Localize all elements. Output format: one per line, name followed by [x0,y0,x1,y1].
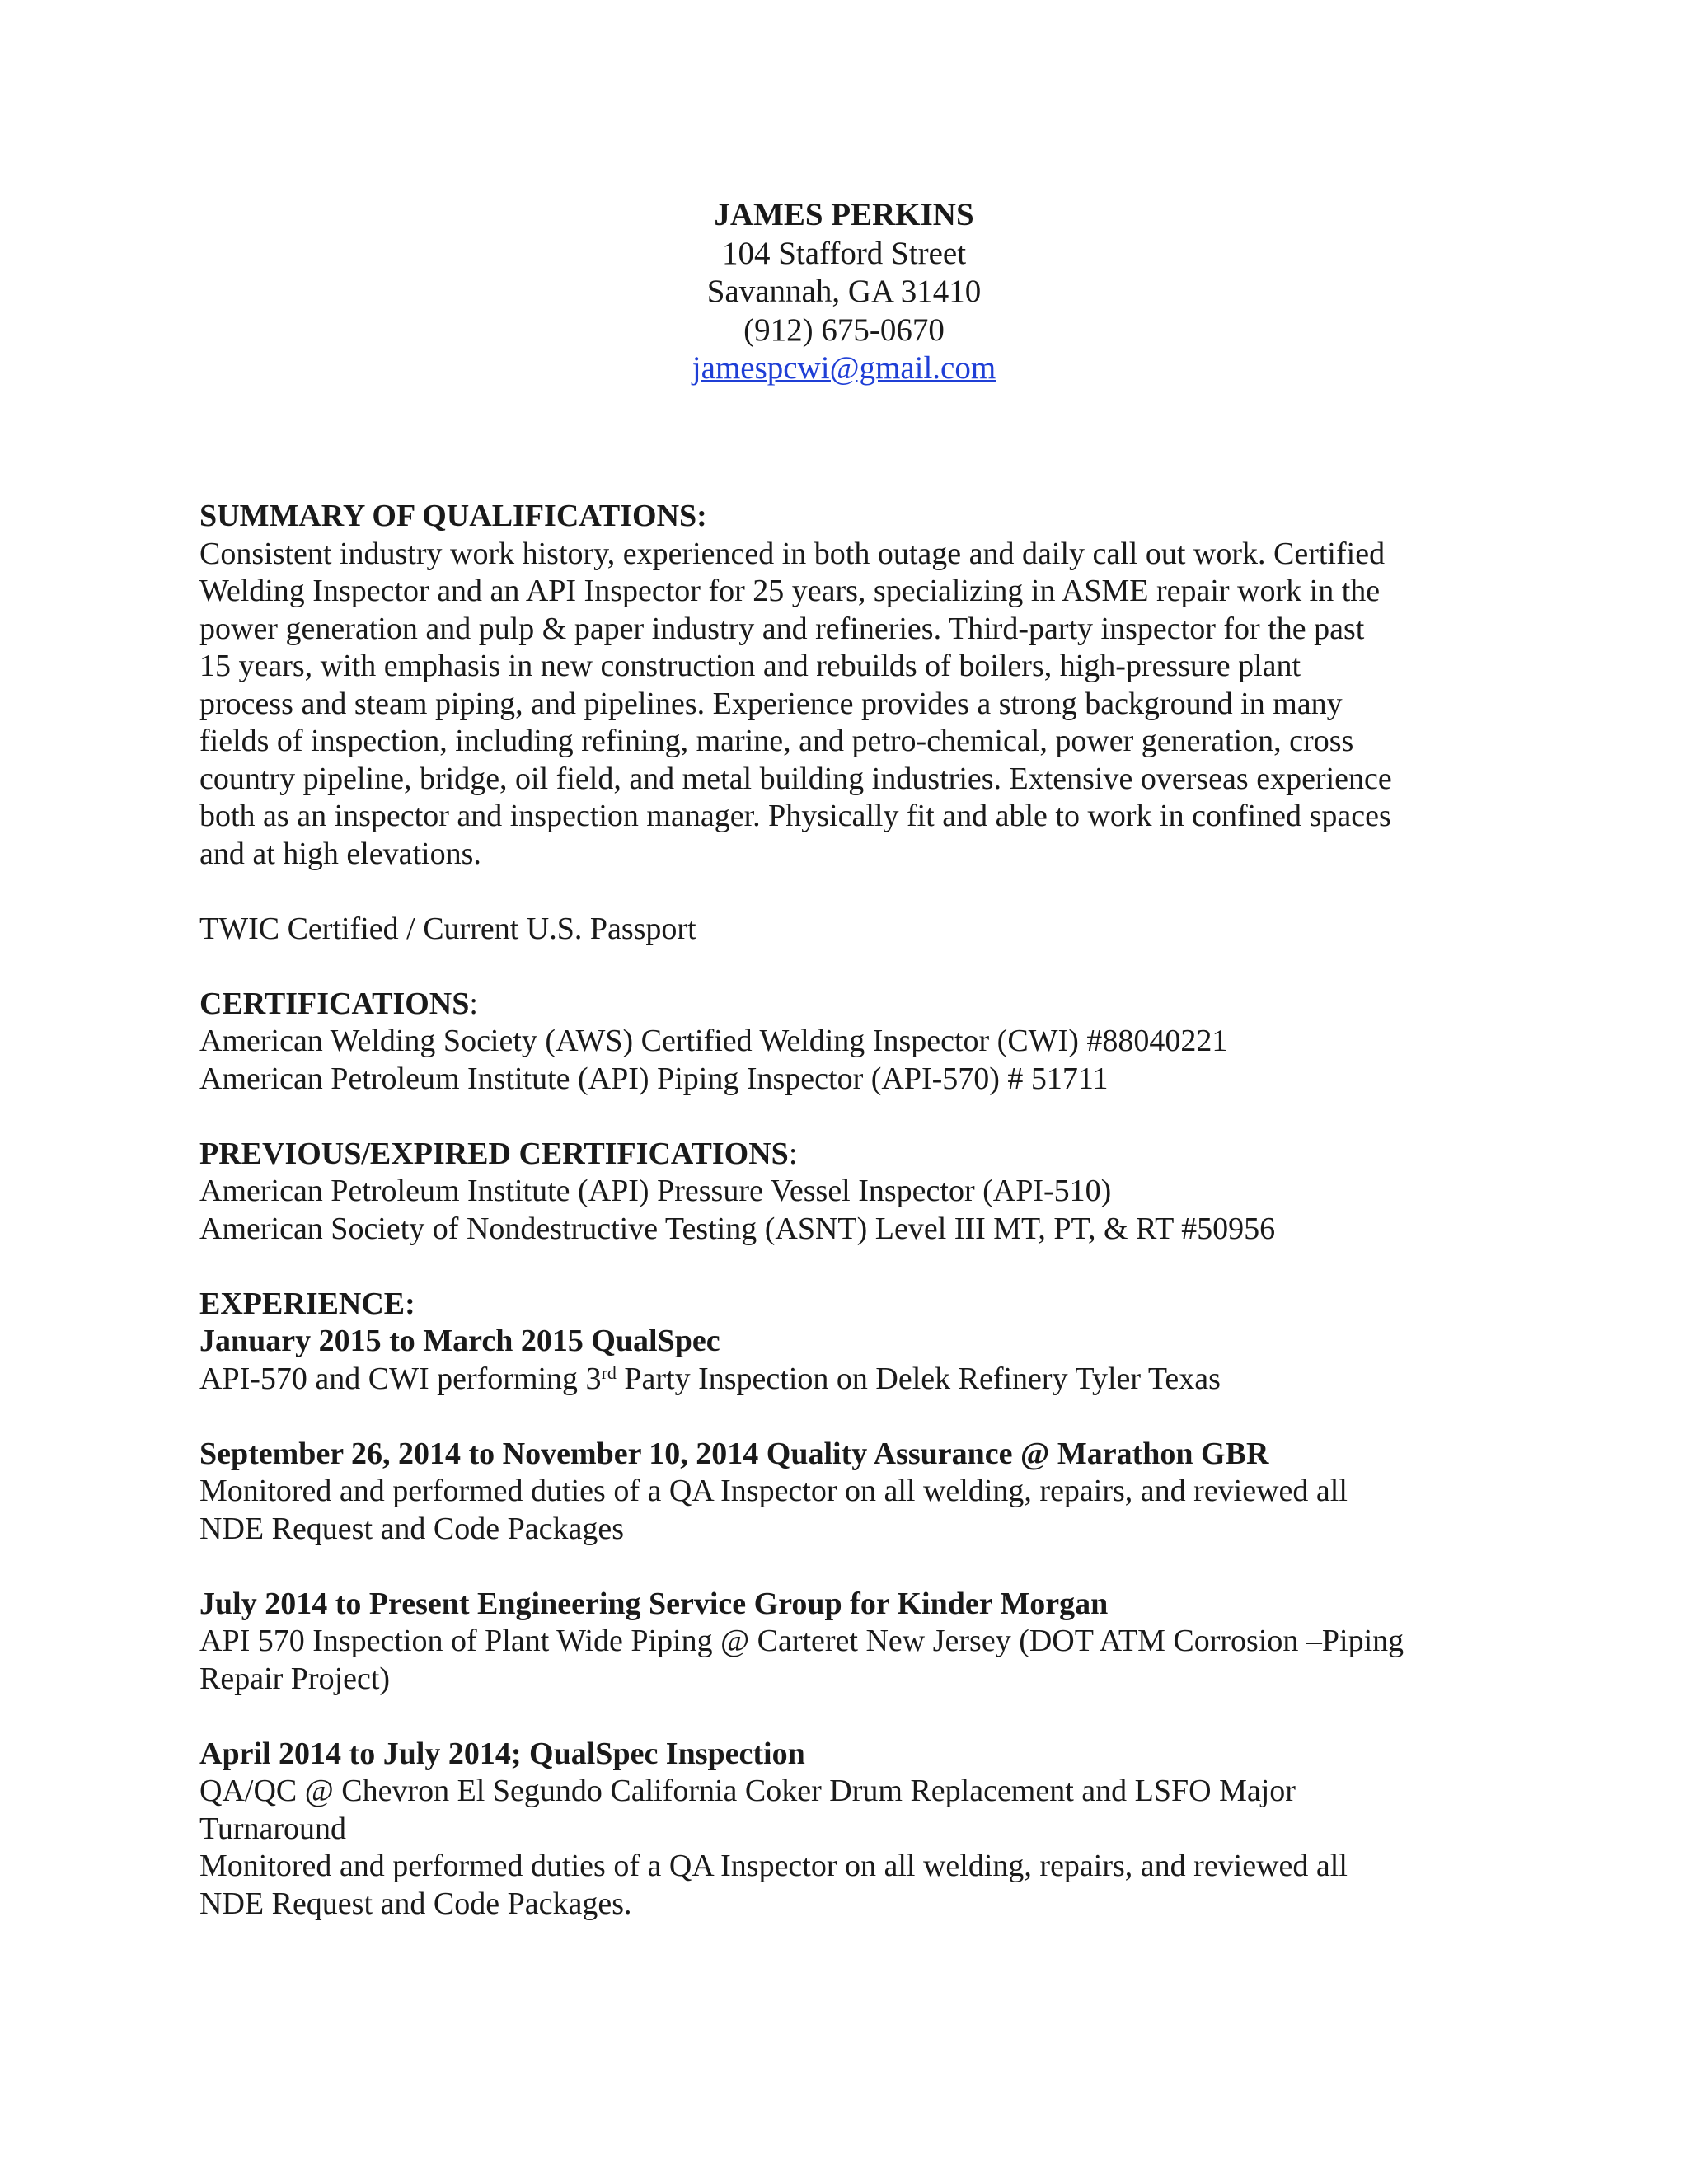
job-description-line: Monitored and performed duties of a QA Inspector on all welding, repairs, and reviewed all [199,1474,1348,1508]
resume-body [199,498,1502,1923]
experience-heading: EXPERIENCE: [199,1286,415,1321]
previous-certifications-colon: : [788,1136,798,1171]
summary-paragraph [199,536,1502,874]
summary-line: process and steam piping, and pipelines. Experience provides a strong background in many [199,686,1343,721]
summary-line: Consistent industry work history, experienced in both outage and daily call out work. Certified [199,536,1386,571]
job-description-line: QA/QC @ Chevron El Segundo California Coker Drum Replacement and LSFO Major [199,1774,1296,1808]
city-state-zip: Savannah, GA 31410 [706,274,982,309]
job-description [199,1361,1502,1399]
certifications-colon: : [469,986,478,1021]
job-description-line: NDE Request and Code Packages. [199,1886,632,1921]
previous-certifications-heading-row [199,1136,1502,1174]
candidate-name: JAMES PERKINS [714,197,974,232]
certification-item: American Welding Society (AWS) Certified Welding Inspector (CWI) #88040221 [199,1024,1228,1058]
job-title: July 2014 to Present Engineering Service Group for Kinder Morgan [199,1586,1109,1621]
certification-item: American Petroleum Institute (API) Piping Inspector (API-570) # 51711 [199,1061,1109,1096]
email-link[interactable]: jamespcwi@gmail.com [692,350,996,386]
job-title: January 2015 to March 2015 QualSpec [199,1324,720,1358]
summary-line: power generation and pulp & paper industry and refineries. Third-party inspector for the past [199,611,1365,646]
summary-line: Welding Inspector and an API Inspector for 25 years, specializing in ASME repair work in the [199,574,1381,608]
contact-header [0,196,1688,388]
summary-line: fields of inspection, including refining, marine, and petro-chemical, power generation, cross [199,724,1354,758]
phone-number: (912) 675-0670 [743,312,945,348]
summary-line: and at high elevations. [199,836,481,871]
job-title: September 26, 2014 to November 10, 2014 Quality Assurance @ Marathon GBR [199,1436,1269,1471]
job-entry [199,1586,1502,1699]
previous-certification-item: American Petroleum Institute (API) Pressure Vessel Inspector (API-510) [199,1174,1112,1208]
job-title: April 2014 to July 2014; QualSpec Inspection [199,1736,805,1771]
twic-passport-line: TWIC Certified / Current U.S. Passport [199,911,696,946]
summary-line: 15 years, with emphasis in new construction and rebuilds of boilers, high-pressure plant [199,649,1301,683]
previous-certification-item: American Society of Nondestructive Testing (ASNT) Level III MT, PT, & RT #50956 [199,1211,1276,1246]
summary-line: country pipeline, bridge, oil field, and metal building industries. Extensive overseas experience [199,761,1392,796]
job-desc-text: Party Inspection on Delek Refinery Tyler Texas [616,1361,1221,1396]
job-desc-text: API-570 and CWI performing 3 [199,1361,602,1396]
summary-line: both as an inspector and inspection manager. Physically fit and able to work in confined spaces [199,799,1391,833]
job-entry [199,1736,1502,1924]
ordinal-suffix: rd [601,1361,617,1383]
street-address: 104 Stafford Street [721,235,967,271]
certifications-heading: CERTIFICATIONS [199,986,470,1021]
job-entry [199,1323,1502,1398]
job-description-line: Monitored and performed duties of a QA Inspector on all welding, repairs, and reviewed all [199,1849,1348,1883]
summary-heading: SUMMARY OF QUALIFICATIONS: [199,499,707,533]
previous-certifications-heading: PREVIOUS/EXPIRED CERTIFICATIONS [199,1136,789,1171]
certifications-heading-row [199,986,1502,1024]
job-description-line: API 570 Inspection of Plant Wide Piping @ Carteret New Jersey (DOT ATM Corrosion –Piping [199,1624,1404,1658]
job-description-line: NDE Request and Code Packages [199,1511,624,1546]
job-description-line: Repair Project) [199,1661,391,1696]
job-entry [199,1436,1502,1549]
job-description-line: Turnaround [199,1811,347,1846]
